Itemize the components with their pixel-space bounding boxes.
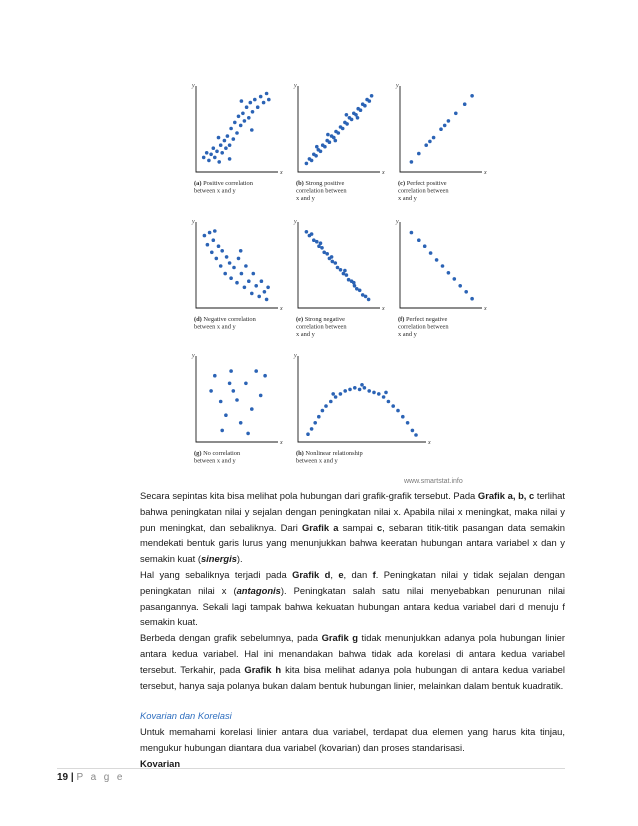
scatter-point xyxy=(232,266,236,270)
scatter-point xyxy=(247,116,251,120)
scatter-point xyxy=(260,279,264,283)
y-axis-label: y xyxy=(294,353,297,359)
scatter-point xyxy=(410,231,414,235)
scatter-point xyxy=(305,162,309,166)
scatter-point xyxy=(217,160,221,164)
scatter-point xyxy=(336,266,340,270)
scatter-point xyxy=(401,415,405,419)
page-footer xyxy=(57,772,125,783)
scatter-point xyxy=(363,104,367,108)
panel-caption: (a) Positive correlation xyxy=(194,180,253,187)
scatter-point xyxy=(339,392,343,396)
scatter-point xyxy=(458,284,462,288)
scatter-point xyxy=(319,150,323,154)
scatter-point xyxy=(350,118,354,122)
paragraph-4: Untuk memahami korelasi linier antara dua variabel, terdapat dua elemen yang harus kita tinjau, mengukur hubungan diantara dua variabel (kovarian) dan proses standarisasi. xyxy=(140,726,565,753)
scatter-point xyxy=(470,297,474,301)
scatter-point xyxy=(364,295,368,299)
scatter-point xyxy=(428,140,432,144)
y-axis-label: y xyxy=(396,83,399,89)
scatter-point xyxy=(411,429,415,433)
scatter-point xyxy=(205,151,209,155)
scatter-point xyxy=(345,122,349,126)
scatter-point xyxy=(320,246,324,250)
scatter-point xyxy=(439,127,443,131)
y-axis-label: y xyxy=(192,219,195,225)
scatter-point xyxy=(232,389,236,393)
scatter-point xyxy=(267,98,271,102)
scatter-point xyxy=(239,249,243,253)
scatter-point xyxy=(213,374,217,378)
scatter-point xyxy=(223,272,227,276)
paragraph-1: Secara sepintas kita bisa melihat pola hubungan dari grafik-grafik tersebut. Pada Grafik a, b, c terlihat bahwa peningkatan nilai y sejalan dengan peningkatan nilai x. Apabila nilai x meningkat, maka nilai y pun meningkat, dan sebaliknya. Dari Grafik a sampai c, sebaran titik-titik pasangan data semakin mendekati bentuk garis lurus yang menunjukkan bahwa keeratan hubungan antara variabel x dan y semakin kuat (sinergis). xyxy=(140,490,565,565)
scatter-point xyxy=(372,391,376,395)
scatter-point xyxy=(337,131,341,135)
panel-caption: (b) Strong positive xyxy=(296,180,345,187)
panel-axes xyxy=(400,222,482,308)
scatter-point xyxy=(315,240,319,244)
scatter-point xyxy=(358,388,362,392)
x-axis-label: x xyxy=(484,170,487,176)
scatter-point xyxy=(206,243,210,247)
scatter-point xyxy=(441,264,445,268)
scatter-point xyxy=(423,244,427,248)
scatter-point xyxy=(224,413,228,417)
scatter-point xyxy=(262,101,266,105)
scatter-point xyxy=(215,257,219,261)
scatter-point xyxy=(363,386,367,390)
scatter-point xyxy=(370,94,374,98)
x-axis-label: x xyxy=(484,306,487,312)
panel-caption: correlation between xyxy=(398,187,449,195)
panel-caption: (d) Negative correlation xyxy=(194,316,256,323)
panel-caption: between x and y xyxy=(194,457,236,465)
panel-caption: (e) Strong negative xyxy=(296,316,345,323)
scatter-point xyxy=(244,264,248,268)
scatter-point xyxy=(228,261,232,265)
x-axis-label: x xyxy=(280,306,283,312)
scatter-point xyxy=(250,407,254,411)
scatter-point xyxy=(219,264,223,268)
scatter-point xyxy=(414,433,418,437)
scatter-point xyxy=(417,152,421,156)
section-heading: Kovarian dan Korelasi xyxy=(140,710,232,722)
scatter-point xyxy=(254,284,258,288)
panel-caption: (c) Perfect positive xyxy=(398,180,447,187)
scatter-point xyxy=(453,277,457,281)
scatter-panel-b xyxy=(293,83,385,202)
scatter-point xyxy=(247,279,251,283)
scatter-point xyxy=(377,392,381,396)
scatter-point xyxy=(254,369,258,373)
page-number: 19 xyxy=(57,772,69,783)
scatter-point xyxy=(310,159,314,163)
scatter-point xyxy=(329,400,333,404)
scatter-point xyxy=(265,92,269,96)
scatter-point xyxy=(406,421,410,425)
scatter-point xyxy=(237,257,241,261)
scatter-point xyxy=(443,124,447,128)
scatter-point xyxy=(256,105,260,109)
scatter-point xyxy=(203,234,207,238)
scatter-figure xyxy=(186,78,486,498)
scatter-point xyxy=(219,143,223,147)
scatter-panel-d xyxy=(191,219,283,331)
scatter-point xyxy=(325,252,329,256)
scatter-point xyxy=(345,113,349,117)
scatter-point xyxy=(315,145,319,149)
scatter-point xyxy=(229,276,233,280)
scatter-point xyxy=(259,95,263,99)
panel-caption: (f) Perfect negative xyxy=(398,316,448,323)
scatter-point xyxy=(330,255,334,259)
scatter-point xyxy=(334,395,338,399)
scatter-point xyxy=(210,251,214,255)
scatter-point xyxy=(348,388,352,392)
scatter-point xyxy=(339,268,343,272)
scatter-point xyxy=(263,374,267,378)
scatter-point xyxy=(387,400,391,404)
scatter-point xyxy=(266,286,270,290)
scatter-point xyxy=(220,429,224,433)
scatter-point xyxy=(317,415,321,419)
y-axis-label: y xyxy=(192,83,195,89)
panel-caption: between x and y xyxy=(296,457,338,465)
scatter-point xyxy=(232,137,236,141)
scatter-point xyxy=(314,154,318,158)
scatter-panel-f xyxy=(395,219,487,338)
scatter-point xyxy=(464,290,468,294)
scatter-point xyxy=(239,124,243,128)
panel-caption: correlation between xyxy=(296,323,347,331)
scatter-point xyxy=(251,110,255,114)
scatter-point xyxy=(235,131,239,135)
scatter-point xyxy=(219,400,223,404)
scatter-point xyxy=(213,156,217,160)
scatter-point xyxy=(250,292,254,296)
panel-caption: (g) No correlation xyxy=(194,450,241,457)
scatter-point xyxy=(328,140,332,144)
paragraph-3: Berbeda dengan grafik sebelumnya, pada Grafik g tidak menunjukkan adanya pola hubungan linier antara kedua variabel. Hal ini menandakan bahwa tidak ada korelasi di antara kedua variabel tersebut. Terkahir, pada Grafik h kita bisa melihat adanya pola hubungan di antara kedua variabel tersebut, hanya saja polanya bukan dalam bentuk hubungan linier, melainkan dalam bentuk kuadratik. xyxy=(140,632,565,691)
scatter-point xyxy=(341,127,345,131)
scatter-point xyxy=(240,99,244,103)
scatter-point xyxy=(360,383,364,387)
scatter-point xyxy=(226,134,230,138)
scatter-point xyxy=(310,232,314,236)
scatter-point xyxy=(367,389,371,393)
scatter-point xyxy=(212,238,216,242)
scatter-point xyxy=(324,404,328,408)
panel-caption: x and y xyxy=(398,195,417,202)
scatter-point xyxy=(235,398,239,402)
scatter-point xyxy=(396,409,400,413)
scatter-point xyxy=(358,289,362,293)
panel-caption: between x and y xyxy=(194,187,236,195)
scatter-point xyxy=(224,146,228,150)
scatter-point xyxy=(391,404,395,408)
scatter-point xyxy=(245,105,249,109)
scatter-point xyxy=(334,139,338,143)
scatter-point xyxy=(447,271,451,275)
scatter-point xyxy=(253,98,257,102)
scatter-point xyxy=(352,281,356,285)
y-axis-label: y xyxy=(192,353,195,359)
scatter-point xyxy=(305,230,309,234)
scatter-point xyxy=(345,273,349,277)
y-axis-label: y xyxy=(396,219,399,225)
scatter-point xyxy=(237,115,241,119)
scatter-point xyxy=(240,272,244,276)
scatter-point xyxy=(384,391,388,395)
scatter-point xyxy=(246,432,250,436)
scatter-point xyxy=(356,116,360,120)
x-axis-label: x xyxy=(382,306,385,312)
panel-caption: x and y xyxy=(296,331,315,338)
scatter-point xyxy=(432,136,436,140)
subheading-kovarian: Kovarian xyxy=(140,757,181,769)
scatter-point xyxy=(243,119,247,123)
scatter-point xyxy=(229,369,233,373)
scatter-point xyxy=(410,160,414,164)
scatter-point xyxy=(319,241,323,245)
scatter-point xyxy=(229,127,233,131)
scatter-point xyxy=(257,295,261,299)
scatter-point xyxy=(331,392,335,396)
panel-caption: correlation between xyxy=(296,187,347,195)
x-axis-label: x xyxy=(382,170,385,176)
watermark: www.smartstat.info xyxy=(404,478,463,485)
scatter-point xyxy=(244,382,248,386)
scatter-point xyxy=(252,272,256,276)
scatter-point xyxy=(228,157,232,161)
panel-caption: between x and y xyxy=(194,323,236,331)
y-axis-label: y xyxy=(294,83,297,89)
scatter-point xyxy=(429,251,433,255)
scatter-point xyxy=(343,269,347,273)
scatter-point xyxy=(207,159,211,163)
scatter-panel-c xyxy=(395,83,487,202)
scatter-point xyxy=(306,432,310,436)
paragraph-2: Hal yang sebaliknya terjadi pada Grafik d, e, dan f. Peningkatan nilai y tidak sejalan dengan peningkatan nilai x (antagonis). Peningkatan salah satu nilai menyebabkan penurunan nilai pasangannya. Sekali lagi tampak bahwa kekuatan hubungan antara kedua variabel dari d menuju f semakin kuat. xyxy=(140,568,565,628)
scatter-point xyxy=(259,394,263,398)
panel-caption: x and y xyxy=(296,195,315,202)
scatter-point xyxy=(239,421,243,425)
scatter-point xyxy=(250,128,254,132)
scatter-point xyxy=(212,146,216,150)
scatter-point xyxy=(321,409,325,413)
scatter-point xyxy=(343,389,347,393)
scatter-point xyxy=(228,382,232,386)
scatter-point xyxy=(447,119,451,123)
scatter-point xyxy=(313,421,317,425)
scatter-point xyxy=(202,156,206,160)
scatter-point xyxy=(249,101,253,105)
scatter-point xyxy=(353,386,357,390)
scatter-point xyxy=(233,121,237,125)
scatter-point xyxy=(310,427,314,431)
footer-divider xyxy=(57,768,565,769)
scatter-point xyxy=(263,290,267,294)
x-axis-label: x xyxy=(280,170,283,176)
scatter-point xyxy=(353,284,357,288)
scatter-panel-e xyxy=(293,219,385,338)
panel-axes xyxy=(298,356,426,442)
scatter-point xyxy=(243,286,247,290)
scatter-point xyxy=(326,133,330,137)
scatter-point xyxy=(368,99,372,103)
panel-caption: correlation between xyxy=(398,323,449,331)
scatter-point xyxy=(367,298,371,302)
scatter-point xyxy=(359,108,363,112)
scatter-point xyxy=(223,139,227,143)
scatter-point xyxy=(209,153,213,157)
x-axis-label: x xyxy=(280,440,283,446)
scatter-point xyxy=(241,112,245,116)
scatter-point xyxy=(382,395,386,399)
y-axis-label: y xyxy=(294,219,297,225)
panel-caption: x and y xyxy=(398,331,417,338)
scatter-point xyxy=(208,231,212,235)
scatter-panel-a xyxy=(191,83,283,195)
scatter-point xyxy=(209,389,213,393)
scatter-point xyxy=(217,244,221,248)
scatter-panel-h xyxy=(293,353,431,465)
scatter-panel-g xyxy=(191,353,283,465)
scatter-point xyxy=(215,150,219,154)
scatter-point xyxy=(228,143,232,147)
x-axis-label: x xyxy=(428,440,431,446)
scatter-point xyxy=(217,136,221,140)
scatter-point xyxy=(265,298,269,302)
scatter-point xyxy=(334,261,338,265)
scatter-point xyxy=(424,143,428,147)
scatter-point xyxy=(213,229,217,233)
scatter-point xyxy=(463,102,467,106)
panel-axes xyxy=(196,222,278,308)
scatter-point xyxy=(470,94,474,98)
footer-separator: | xyxy=(70,772,74,783)
panel-caption: (h) Nonlinear relationship xyxy=(296,450,363,457)
scatter-point xyxy=(225,255,229,259)
scatter-point xyxy=(220,249,224,253)
scatter-point xyxy=(235,281,239,285)
scatter-point xyxy=(220,151,224,155)
page-label: P a g e xyxy=(76,772,125,783)
scatter-point xyxy=(454,112,458,116)
scatter-point xyxy=(323,145,327,149)
scatter-point xyxy=(417,238,421,242)
body-text xyxy=(140,488,565,772)
scatter-point xyxy=(435,258,439,262)
